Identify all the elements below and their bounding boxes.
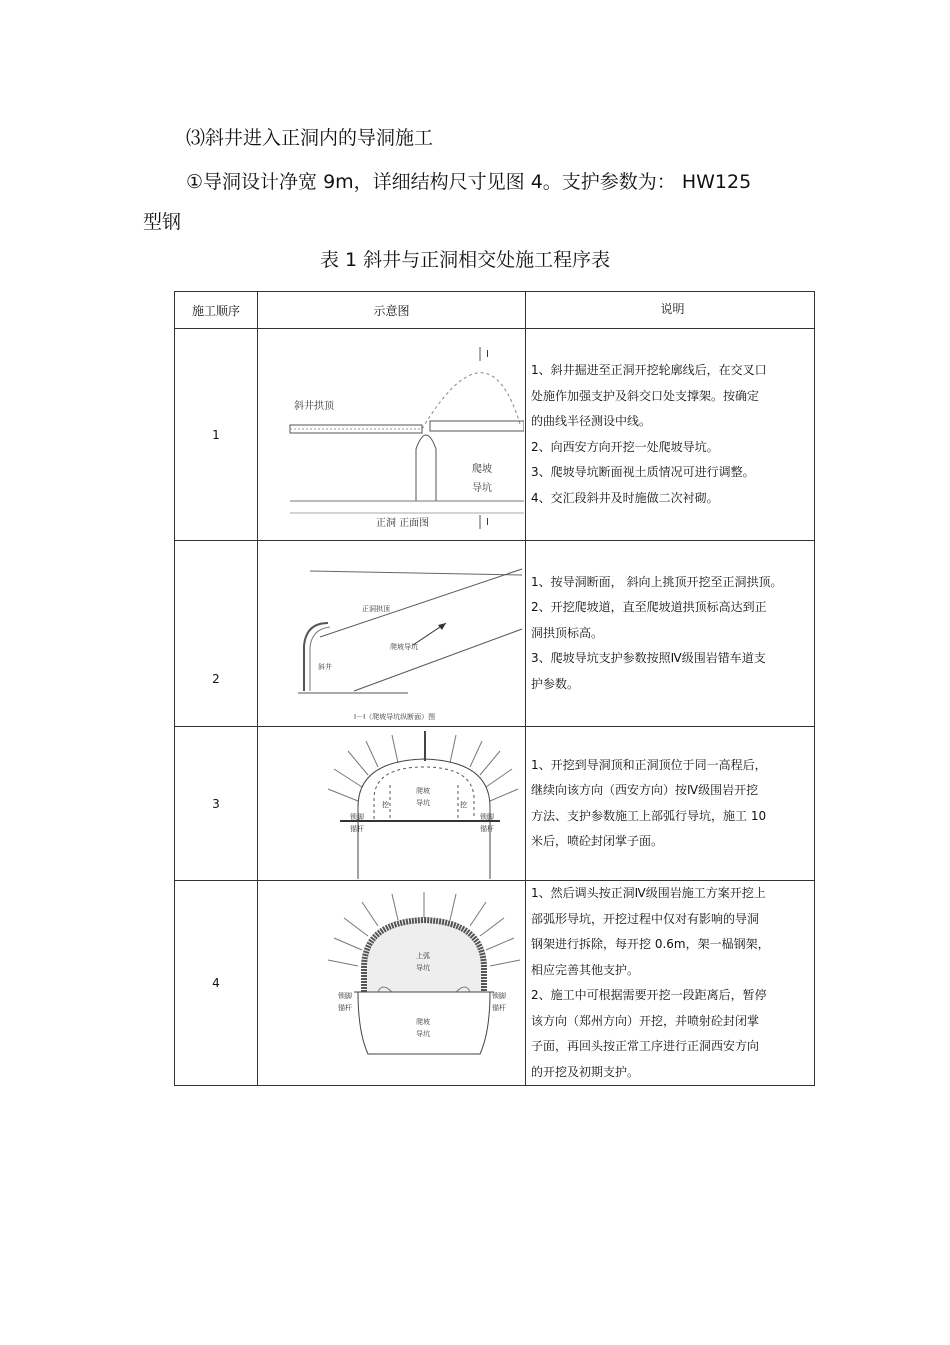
description-line: 3、爬坡导坑支护参数按照Ⅳ级围岩错车道支 [531, 651, 766, 666]
header-desc: 说明 [526, 292, 815, 329]
description-cell [526, 881, 815, 1086]
diagram-1 [258, 329, 524, 540]
header-seq: 施工顺序 [175, 292, 258, 329]
diagram-cell [258, 541, 526, 727]
description-line: 子面，再回头按正常工序进行正洞西安方向 [531, 1039, 760, 1053]
description-line: 的曲线半径测设中线。 [531, 414, 652, 428]
description-line: 2、向西安方向开挖一处爬坡导坑。 [531, 439, 719, 454]
diagram-caption: I－I（爬坡导坑纵断面）图 [354, 713, 436, 721]
label-right-2: 锚杆 [492, 1003, 506, 1012]
description-cell [526, 329, 815, 541]
description-line: 3、爬坡导坑断面视土质情况可进行调整。 [531, 465, 755, 479]
description-line: 护参数。 [531, 676, 580, 691]
table-header-row [175, 292, 815, 329]
row-seq: 4 [175, 881, 258, 1086]
description-line: 1、然后调头按正洞Ⅳ级围岩施工方案开挖上 [531, 886, 766, 900]
diagram-2 [258, 541, 524, 726]
row-seq: 1 [175, 329, 258, 541]
description-line: 1、斜井掘进至正洞开挖轮廓线后，在交叉口 [531, 363, 767, 377]
row-seq: 3 [175, 727, 258, 881]
table-row [175, 541, 815, 727]
description-cell [526, 541, 815, 727]
description-line: 钢架进行拆除，每开挖 0.6m，架一榀钢架， [531, 937, 770, 951]
paragraph-line-1: ①导洞设计净宽 9m，详细结构尺寸见图 4。支护参数为： HW125 [186, 171, 752, 193]
label-climb: 爬坡导坑 [390, 643, 418, 651]
description-line: 洞拱顶标高。 [531, 625, 604, 640]
description-line: 相应完善其他支护。 [531, 962, 640, 977]
label-lower-2: 导坑 [416, 1029, 430, 1038]
label-climb-2: 导坑 [472, 483, 492, 494]
label-left-2: 锚杆 [338, 1003, 352, 1012]
diagram-cell [258, 881, 526, 1086]
description-line: 部弧形导坑，开挖过程中仅对有影响的导洞 [531, 911, 760, 926]
section-mark: I [486, 517, 489, 528]
description-line: 4、交汇段斜井及时施做二次衬砌。 [531, 490, 719, 505]
label-left-2: 锚杆 [350, 825, 364, 833]
label-right-2: 锚杆 [480, 825, 494, 833]
label-climb-1: 爬坡 [472, 464, 492, 475]
label-upper-1: 上弧 [416, 951, 430, 960]
description-line: 的开挖及初期支护。 [531, 1064, 640, 1079]
description-line: 处施作加强支护及斜交口处支撑架。按确定 [531, 388, 760, 403]
table-row [175, 881, 815, 1086]
label-center-1: 爬坡 [416, 787, 430, 795]
header-diagram: 示意图 [258, 292, 526, 329]
description-line: 方法、支护参数施工上部弧行导坑，施工 10 [531, 808, 767, 823]
description-line: 2、施工中可根据需要开挖一段距离后，暂停 [531, 988, 767, 1002]
label-arch: 正洞拱顶 [362, 605, 390, 613]
diagram-3 [258, 727, 524, 880]
label-right-small: 挖 [460, 801, 467, 809]
label-arch: 斜井拱顶 [294, 401, 334, 412]
table-row [175, 329, 815, 541]
heading: ⑶斜井进入正洞内的导洞施工 [186, 127, 434, 149]
procedure-table [174, 291, 815, 1086]
description-line: 2、开挖爬坡道，直至爬坡道拱顶标高达到正 [531, 600, 767, 615]
diagram-4 [258, 882, 524, 1085]
label-left-small: 挖 [382, 801, 389, 809]
section-mark: I [486, 349, 489, 360]
label-right-1: 锁脚 [480, 813, 494, 821]
label-upper-2: 导坑 [416, 963, 430, 972]
label-left-1: 锁脚 [338, 991, 352, 1000]
description-line: 继续向该方向（西安方向）按Ⅳ级围岩开挖 [531, 783, 759, 797]
paragraph-line-2: 型钢 [143, 211, 182, 233]
label-lower-1: 爬坡 [416, 1017, 430, 1026]
row-seq: 2 [175, 541, 258, 727]
label-center-2: 导坑 [416, 799, 430, 807]
description-line: 该方向（郑州方向）开挖，并喷射砼封闭掌 [531, 1013, 760, 1028]
label-shaft: 斜井 [318, 663, 332, 671]
table-title: 表 1 斜井与正洞相交处施工程序表 [320, 249, 611, 271]
description-line: 1、开挖到导洞顶和正洞顶位于同一高程后， [531, 757, 767, 772]
description-cell [526, 727, 815, 881]
label-right-1: 锁脚 [492, 991, 506, 1000]
table-row [175, 727, 815, 881]
description-line: 米后，喷砼封闭掌子面。 [531, 834, 664, 848]
diagram-cell [258, 727, 526, 881]
description-line: 1、按导洞断面， 斜向上挑顶开挖至正洞拱顶。 [531, 574, 783, 589]
label-left-1: 锁脚 [350, 813, 364, 821]
label-front-view: 正洞 正面图 [376, 518, 430, 529]
diagram-cell [258, 329, 526, 541]
